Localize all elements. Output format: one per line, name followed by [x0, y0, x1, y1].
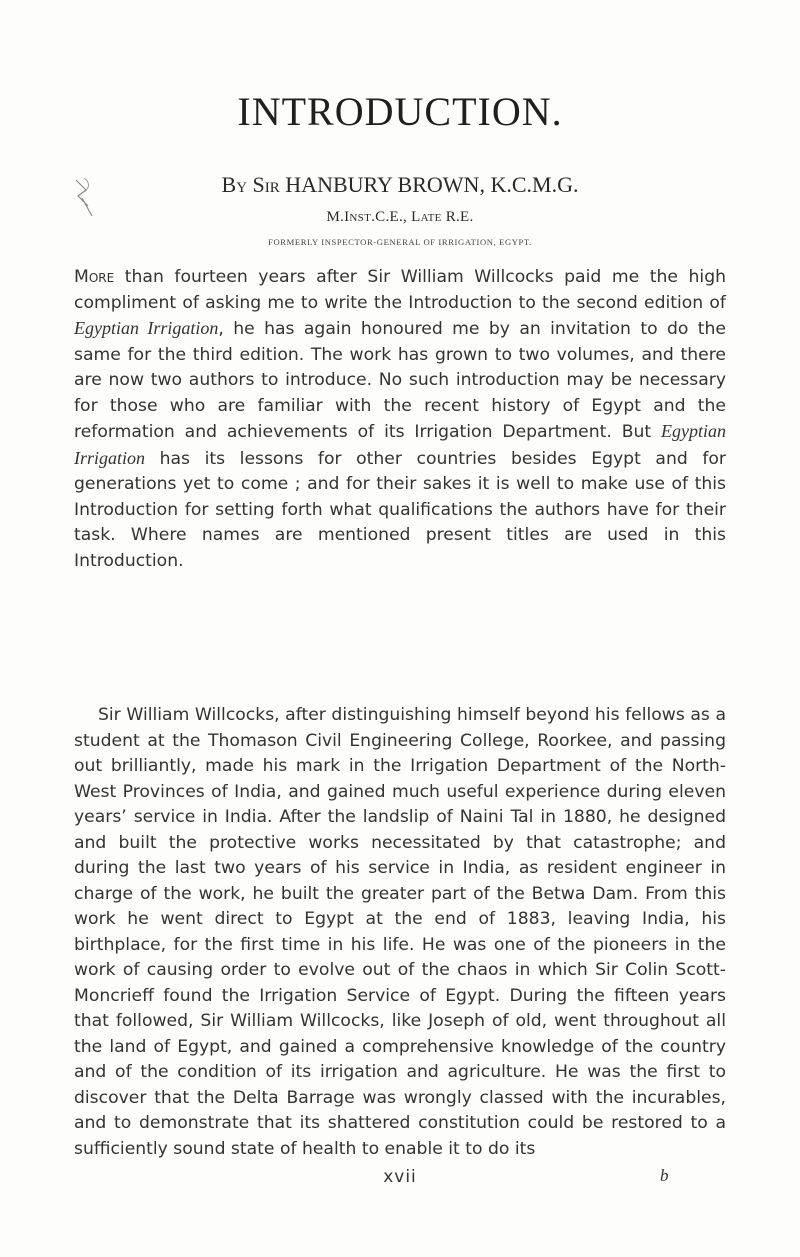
paragraph-1-text-b: , he has again honoured me by an invitation to do the same for the third edition. The work has grown to two volumes, and there are now two authors to introduce. No such introduction may be necessary for those who are familiar with the recent history of Egypt and the reformation and achievements of its Irrigation Department. But	[74, 319, 726, 442]
book-title-italic: Egyptian Irrigation	[74, 421, 726, 468]
page-title: INTRODUCTION.	[237, 89, 563, 134]
paragraph-1-opening-word: More	[74, 267, 115, 287]
paragraph-1	[74, 265, 726, 574]
paragraph-2: Sir William Willcocks, after distinguishing himself beyond his fellows as a student at the Thomason Civil Engineering College, Roorkee, and passing out brilliantly, made his mark in the Irrigation Department of the North-West Provinces of India, and gained much useful experience during eleven years’ service in India. After the landslip of Naini Tal in 1880, he designed and built the protective works necessitated by that catastrophe; and during the last two years of his service in India, as resident engineer in charge of the work, he built the greater part of the Betwa Dam. From this work he went direct to Egypt at the end of 1883, leaving India, his birthplace, for the first time in his life. He was one of the pioneers in the work of causing order to evolve out of the chaos in which Sir Colin Scott-Moncrieff found the Irrigation Service of Egypt. During the fifteen years that followed, Sir William Willcocks, like Joseph of old, went throughout all the land of Egypt, and gained a comprehensive knowledge of the country and of the condition of its irrigation and agriculture. He was the first to discover that the Delta Barrage was wrongly classed with the incurables, and to demonstrate that its shattered constitution could be restored to a sufficiently sound state of health to enable it to do its	[74, 705, 726, 1159]
page-number: xvii	[383, 1167, 417, 1187]
author-former-title: FORMERLY INSPECTOR-GENERAL OF IRRIGATION, EGYPT.	[268, 237, 532, 247]
paragraph-1-text-a: than fourteen years after Sir William Willcocks paid me the high compliment of asking me to write the Introduction to the second edition of	[74, 267, 726, 313]
byline-prefix: By Sir	[221, 172, 280, 197]
paragraph-1-text-c: has its lessons for other countries besides Egypt and for generations yet to come ; and for their sakes it is well to make use of this Introduction for setting forth what qualifications the authors have for their task. Where names are mentioned present titles are used in this Introduction.	[74, 448, 726, 571]
author-credentials: M.Inst.C.E., Late R.E.	[326, 209, 474, 225]
book-title-italic: Egyptian Irrigation	[74, 318, 219, 338]
author-name: HANBURY BROWN, K.C.M.G.	[285, 172, 579, 197]
author-byline	[0, 172, 800, 198]
signature-mark: b	[660, 1166, 669, 1185]
